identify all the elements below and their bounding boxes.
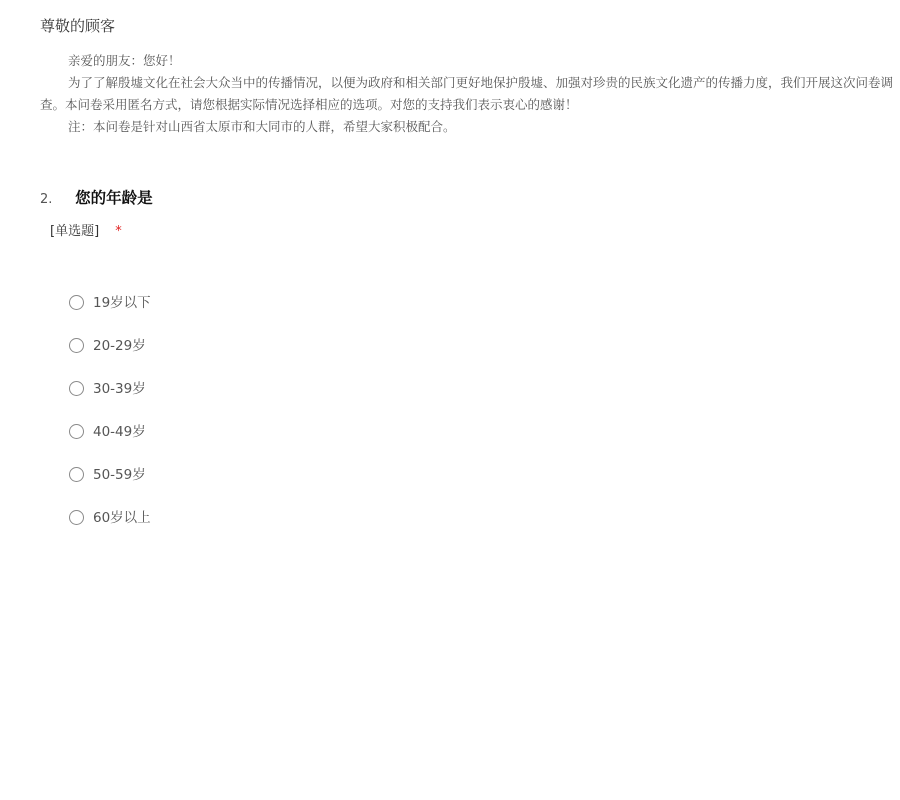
- option-label[interactable]: 60岁以上: [93, 510, 151, 526]
- option-label[interactable]: 20-29岁: [93, 338, 146, 354]
- radio-unchecked-icon[interactable]: [69, 510, 84, 525]
- options-list: [69, 292, 151, 550]
- radio-unchecked-icon[interactable]: [69, 381, 84, 396]
- question-title: 您的年龄是: [75, 189, 153, 207]
- question-meta: [50, 222, 860, 242]
- radio-unchecked-icon[interactable]: [69, 338, 84, 353]
- survey-title: 尊敬的顾客: [40, 17, 116, 35]
- intro-greeting: 亲爱的朋友：您好！: [68, 53, 181, 68]
- required-mark: *: [115, 224, 122, 239]
- option-20-29[interactable]: [69, 335, 151, 378]
- question-header: [40, 186, 860, 210]
- radio-unchecked-icon[interactable]: [69, 467, 84, 482]
- question-block: [40, 186, 860, 242]
- question-type-label: [单选题]: [50, 224, 100, 239]
- option-label[interactable]: 30-39岁: [93, 381, 146, 397]
- intro-note: 注：本问卷是针对山西省太原市和大同市的人群，希望大家积极配合。: [68, 119, 456, 134]
- radio-unchecked-icon[interactable]: [69, 295, 84, 310]
- option-40-49[interactable]: [69, 421, 151, 464]
- option-30-39[interactable]: [69, 378, 151, 421]
- option-label[interactable]: 19岁以下: [93, 295, 151, 311]
- question-number: 2.: [40, 192, 53, 207]
- intro-purpose: 为了了解殷墟文化在社会大众当中的传播情况，以便为政府和相关部门更好地保护殷墟、加强对珍贵的民族文化遗产的传播力度，我们开展这次问卷调查。本问卷采用匿名方式，请您根据实际情况选择相应的选项。对您的支持我们表示衷心的感谢！: [40, 75, 894, 112]
- option-60-plus[interactable]: [69, 507, 151, 550]
- survey-intro: [40, 50, 900, 138]
- option-label[interactable]: 50-59岁: [93, 467, 146, 483]
- option-label[interactable]: 40-49岁: [93, 424, 146, 440]
- radio-unchecked-icon[interactable]: [69, 424, 84, 439]
- option-50-59[interactable]: [69, 464, 151, 507]
- option-under-19[interactable]: [69, 292, 151, 335]
